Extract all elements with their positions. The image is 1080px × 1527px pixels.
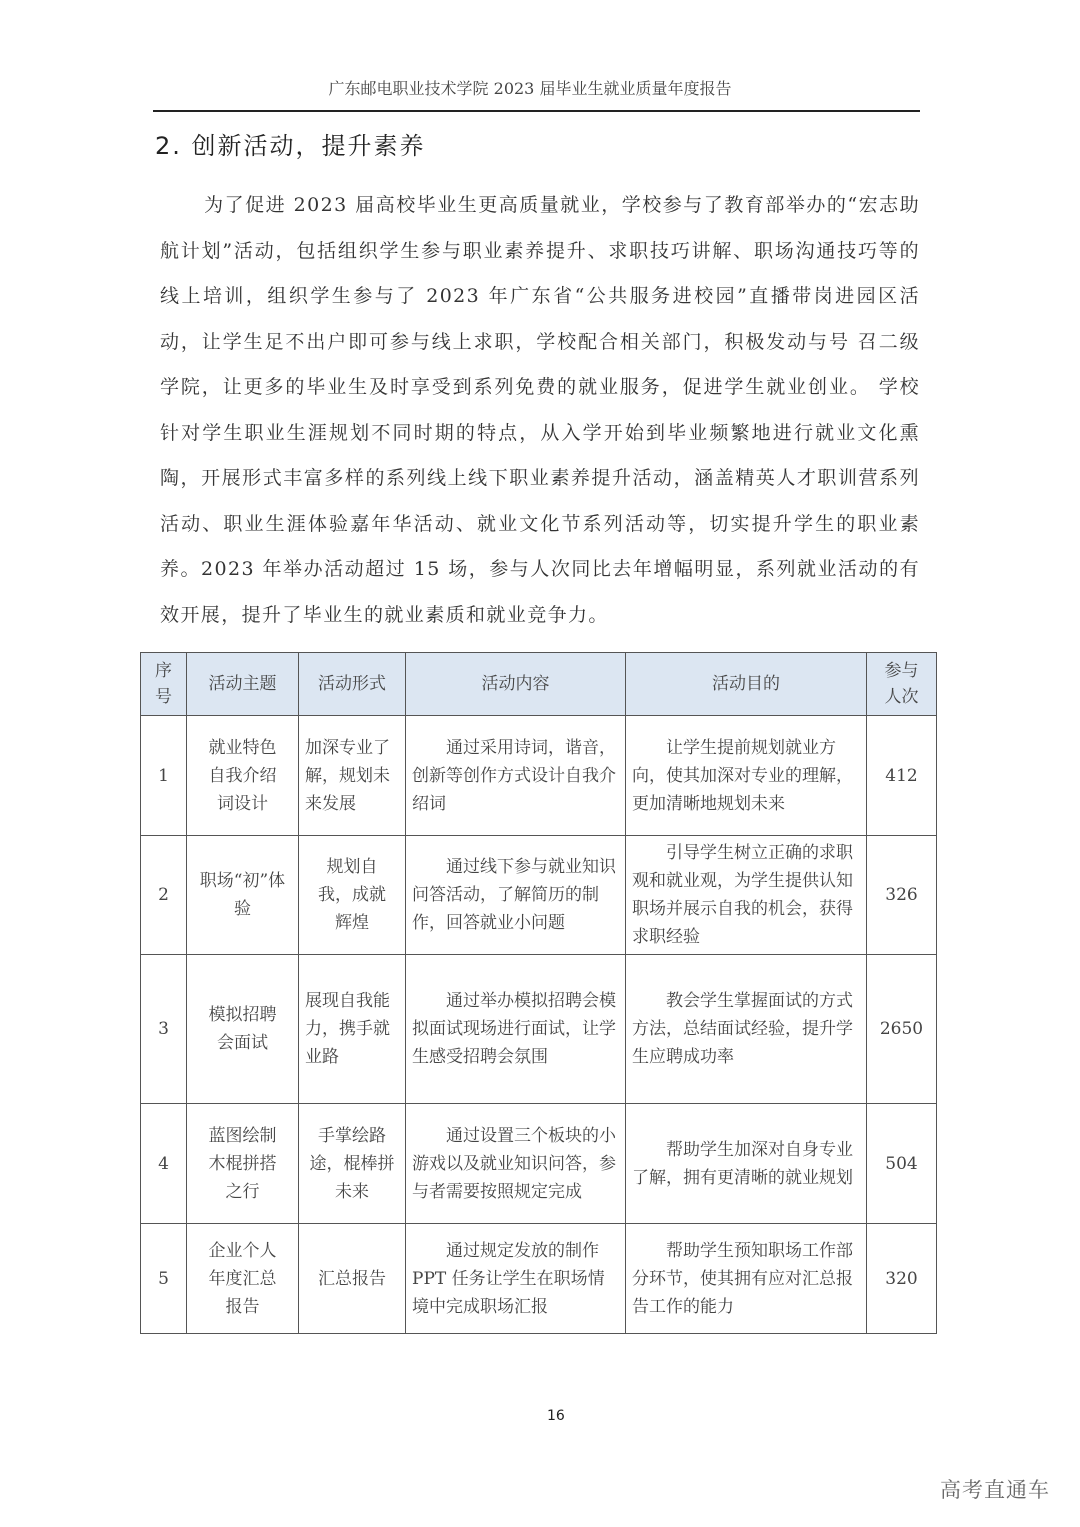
cell-participants: 2650	[867, 955, 937, 1104]
cell-content-text: 通过采用诗词，谐音，创新等创作方式设计自我介绍词	[412, 737, 616, 814]
running-header: 广东邮电职业技术学院 2023 届毕业生就业质量年度报告	[328, 79, 732, 98]
cell-form: 汇总报告	[299, 1224, 406, 1334]
cell-content-text: 通过规定发放的制作 PPT 任务让学生在职场情境中完成职场汇报	[412, 1240, 605, 1317]
cell-purpose-text: 帮助学生加深对自身专业了解，拥有更清晰的就业规划	[632, 1139, 853, 1188]
col-header-purpose: 活动目的	[626, 653, 867, 716]
cell-theme: 模拟招聘会面试	[187, 955, 299, 1104]
cell-purpose-text: 教会学生掌握面试的方式方法，总结面试经验，提升学生应聘成功率	[632, 991, 853, 1067]
cell-content	[406, 1104, 626, 1224]
cell-participants: 326	[867, 836, 937, 955]
table-row	[141, 955, 937, 1104]
cell-theme: 蓝图绘制木棍拼搭之行	[187, 1104, 299, 1224]
page-number: 16	[547, 1408, 565, 1424]
cell-theme: 企业个人年度汇总报告	[187, 1224, 299, 1334]
watermark: 高考直通车	[940, 1478, 1050, 1502]
table-header-row	[141, 653, 937, 716]
cell-no: 2	[141, 836, 187, 955]
cell-form: 展现自我能力，携手就业路	[299, 955, 406, 1104]
activities-table	[140, 652, 937, 1334]
cell-form: 加深专业了解，规划未来发展	[299, 716, 406, 836]
cell-content-text: 通过举办模拟招聘会模拟面试现场进行面试，让学生感受招聘会氛围	[412, 991, 616, 1067]
cell-content	[406, 716, 626, 836]
cell-participants: 320	[867, 1224, 937, 1334]
cell-theme: 就业特色自我介绍词设计	[187, 716, 299, 836]
cell-purpose	[626, 836, 867, 955]
cell-participants: 412	[867, 716, 937, 836]
paragraph-text: 为了促进 2023 届高校毕业生更高质量就业，学校参与了教育部举办的“宏志助航计划”活动，包括组织学生参与职业素养提升、求职技巧讲解、职场沟通技巧等的线上培训，组织学生参与了 2023 年广东省“公共服务进校园”直播带岗进园区活动，让学生足不出户即可参与线上求职，学校配合相关部门，积极发动与号 召二级学院，让更多的毕业生及时享受到系列免费的就业服务，促进学生就业创业。 学校针对学生职业生涯规划不同时期的特点，从入学开始到毕业频繁地进行就业文化熏陶，开展形式丰富多样的系列线上线下职业素养提升活动，涵盖精英人才职训营系列活动、职业生涯体验嘉年华活动、就业文化节系列活动等，切实提升学生的职业素养。2023 年举办活动超过 15 场，参与人次同比去年增幅明显，系列就业活动的有效开展，提升了毕业生的就业素质和就业竞争力。	[160, 194, 920, 626]
col-header-content: 活动内容	[406, 653, 626, 716]
cell-theme: 职场“初”体验	[187, 836, 299, 955]
table-row	[141, 836, 937, 955]
cell-content-text: 通过设置三个板块的小游戏以及就业知识问答，参与者需要按照规定完成	[412, 1125, 616, 1202]
cell-participants: 504	[867, 1104, 937, 1224]
col-header-form: 活动形式	[299, 653, 406, 716]
cell-no: 4	[141, 1104, 187, 1224]
body-paragraph	[160, 183, 920, 638]
col-header-no: 序号	[141, 653, 187, 716]
cell-purpose	[626, 955, 867, 1104]
cell-purpose	[626, 1224, 867, 1334]
cell-content	[406, 1224, 626, 1334]
section-title: 2. 创新活动，提升素养	[155, 132, 426, 160]
table-row	[141, 1224, 937, 1334]
cell-no: 1	[141, 716, 187, 836]
cell-content	[406, 955, 626, 1104]
col-header-participants: 参与人次	[867, 653, 937, 716]
col-header-theme: 活动主题	[187, 653, 299, 716]
cell-purpose	[626, 1104, 867, 1224]
cell-content-text: 通过线下参与就业知识问答活动，了解简历的制作，回答就业小问题	[412, 857, 616, 933]
header-divider	[153, 110, 920, 112]
cell-content	[406, 836, 626, 955]
table-row	[141, 1104, 937, 1224]
cell-purpose-text: 引导学生树立正确的求职观和就业观，为学生提供认知职场并展示自我的机会，获得求职经验	[632, 843, 853, 947]
cell-purpose	[626, 716, 867, 836]
cell-form: 规划自我，成就辉煌	[299, 836, 406, 955]
cell-purpose-text: 让学生提前规划就业方向，使其加深对专业的理解，更加清晰地规划未来	[632, 737, 853, 814]
cell-no: 5	[141, 1224, 187, 1334]
cell-no: 3	[141, 955, 187, 1104]
cell-form: 手掌绘路途，棍棒拼未来	[299, 1104, 406, 1224]
table-row	[141, 716, 937, 836]
cell-purpose-text: 帮助学生预知职场工作部分环节，使其拥有应对汇总报告工作的能力	[632, 1240, 853, 1317]
